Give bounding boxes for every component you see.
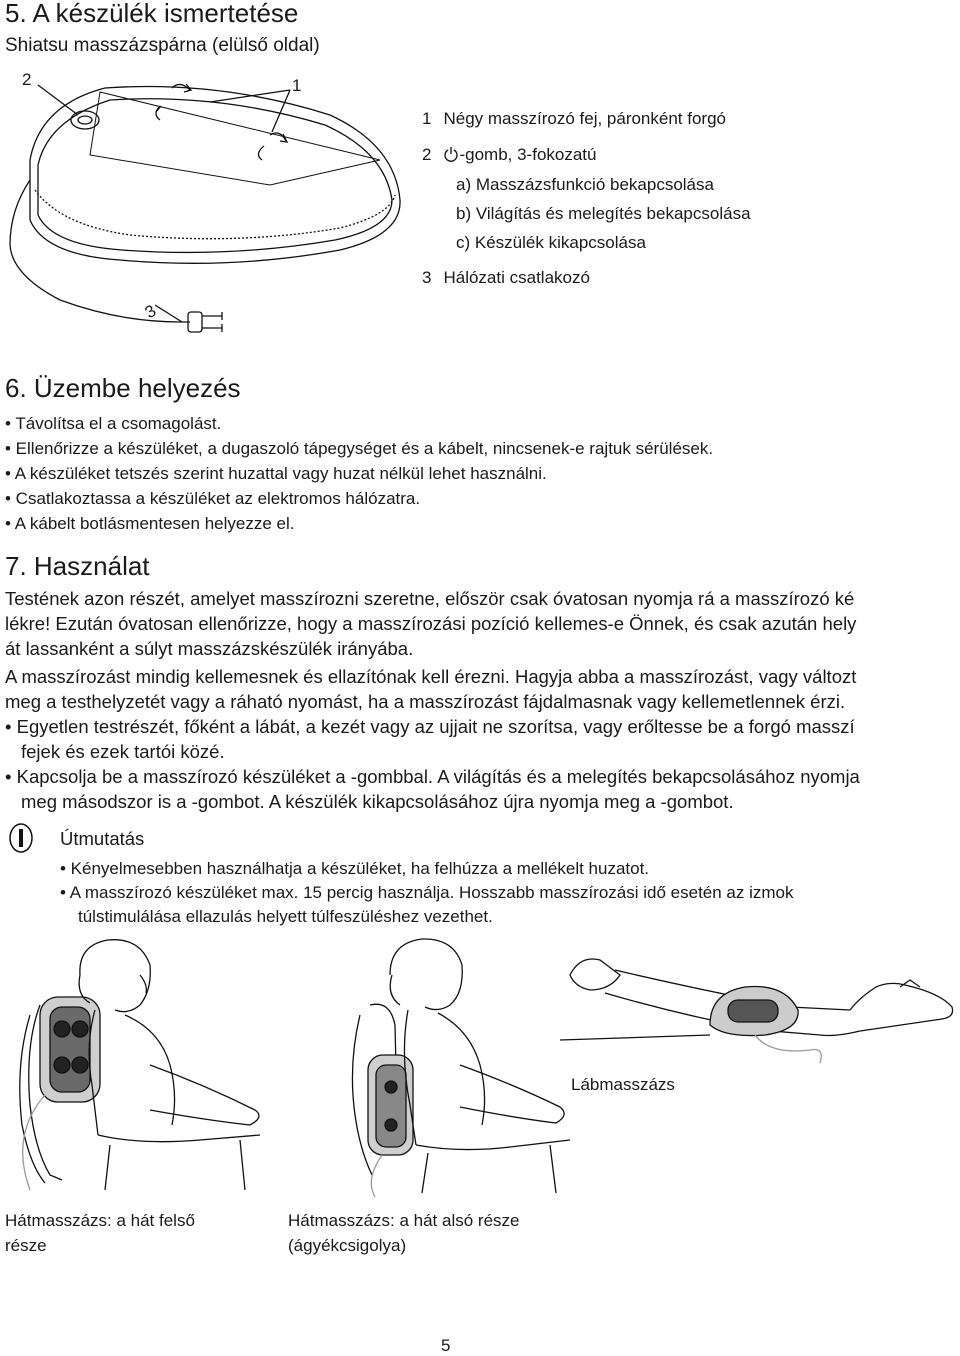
usage-line: • Kapcsolja be a masszírozó készüléket a -gombbal. A világítás és a melegítés bekapcsolásához nyomja xyxy=(5,766,860,787)
legend-item-2b: b) Világítás és melegítés bekapcsolása xyxy=(456,204,751,223)
legend-item-1: 1 Négy masszírozó fej, páronként forgó xyxy=(422,109,726,128)
usage-line: lékre! Ezután óvatosan ellenőrizze, hogy a masszírozási pozíció kellemes-e Önnek, és csak azután hely xyxy=(5,613,857,634)
upper-back-illustration xyxy=(0,935,280,1200)
usage-paragraphs xyxy=(5,588,960,816)
setup-bullet: • A kábelt botlásmentesen helyezze el. xyxy=(5,514,295,533)
section-7-title: 7. Használat xyxy=(5,551,150,581)
usage-line: A masszírozást mindig kellemesnek és ellazítónak kell érezni. Hagyja abba a masszírozást, vagy változt xyxy=(5,666,857,687)
section-5-subtitle: Shiatsu masszázspárna (elülső oldal) xyxy=(5,35,320,56)
callout-2: 2 xyxy=(22,70,32,89)
note-line: túlstimulálása ellazulás helyett túlfeszüléshez vezethet. xyxy=(78,907,493,926)
note-title: Útmutatás xyxy=(60,828,145,849)
legend-item-2c: c) Készülék kikapcsolása xyxy=(456,233,646,252)
leg-illustration xyxy=(560,935,960,1070)
usage-line: Testének azon részét, amelyet masszírozni szeretne, először csak óvatosan nyomja rá a masszírozó ké xyxy=(5,588,855,609)
setup-bullet: • Csatlakoztassa a készüléket az elektromos hálózatra. xyxy=(5,489,421,508)
lower-back-caption: Hátmasszázs: a hát alsó része xyxy=(288,1211,520,1230)
legend-item-2a: a) Masszázsfunkció bekapcsolása xyxy=(456,175,714,194)
page-number: 5 xyxy=(441,1336,451,1355)
callout-1: 1 xyxy=(292,76,302,95)
leg-caption: Lábmasszázs xyxy=(571,1075,675,1094)
usage-line: át lassanként a súlyt masszázskészülék irányába. xyxy=(5,638,414,659)
section-5-title: 5. A készülék ismertetése xyxy=(5,0,299,28)
usage-line: meg a testhelyzetét vagy a ráható nyomást, ha a masszírozást fájdalmasnak vagy kellemetlennek érzi. xyxy=(5,691,846,712)
note-line: • A masszírozó készüléket max. 15 percig használja. Hosszabb masszírozási idő esetén az izmok xyxy=(60,883,794,902)
setup-bullet: • Távolítsa el a csomagolást. xyxy=(5,414,222,433)
setup-bullet: • Ellenőrizze a készüléket, a dugaszoló tápegységet és a kábelt, nincsenek-e rajtuk sérülések. xyxy=(5,439,714,458)
section-6-title: 6. Üzembe helyezés xyxy=(5,373,241,403)
setup-bullet: • A készüléket tetszés szerint huzattal vagy huzat nélkül lehet használni. xyxy=(5,464,547,483)
usage-line: meg másodszor is a -gombot. A készülék kikapcsolásához újra nyomja meg a -gombot. xyxy=(21,791,734,812)
lower-back-caption: (ágyékcsigolya) xyxy=(288,1236,407,1255)
usage-line: fejek és ezek tartói közé. xyxy=(21,741,225,762)
cushion-illustration xyxy=(0,60,420,360)
info-icon xyxy=(8,822,34,854)
power-icon xyxy=(443,146,459,162)
upper-back-caption: Hátmasszázs: a hát felső xyxy=(5,1211,195,1230)
lower-back-illustration xyxy=(320,935,590,1200)
upper-back-caption: része xyxy=(5,1236,47,1255)
note-line: • Kényelmesebben használhatja a készüléket, ha felhúzza a mellékelt huzatot. xyxy=(60,859,650,878)
callout-3: 3 xyxy=(141,300,160,323)
legend-item-3: 3 Hálózati csatlakozó xyxy=(422,268,590,287)
legend-item-2: 2 -gomb, 3-fokozatú xyxy=(422,145,597,164)
usage-line: • Egyetlen testrészét, főként a lábát, a kezét vagy az ujjait ne szorítsa, vagy erőltesse be a forgó masszí xyxy=(5,716,855,737)
